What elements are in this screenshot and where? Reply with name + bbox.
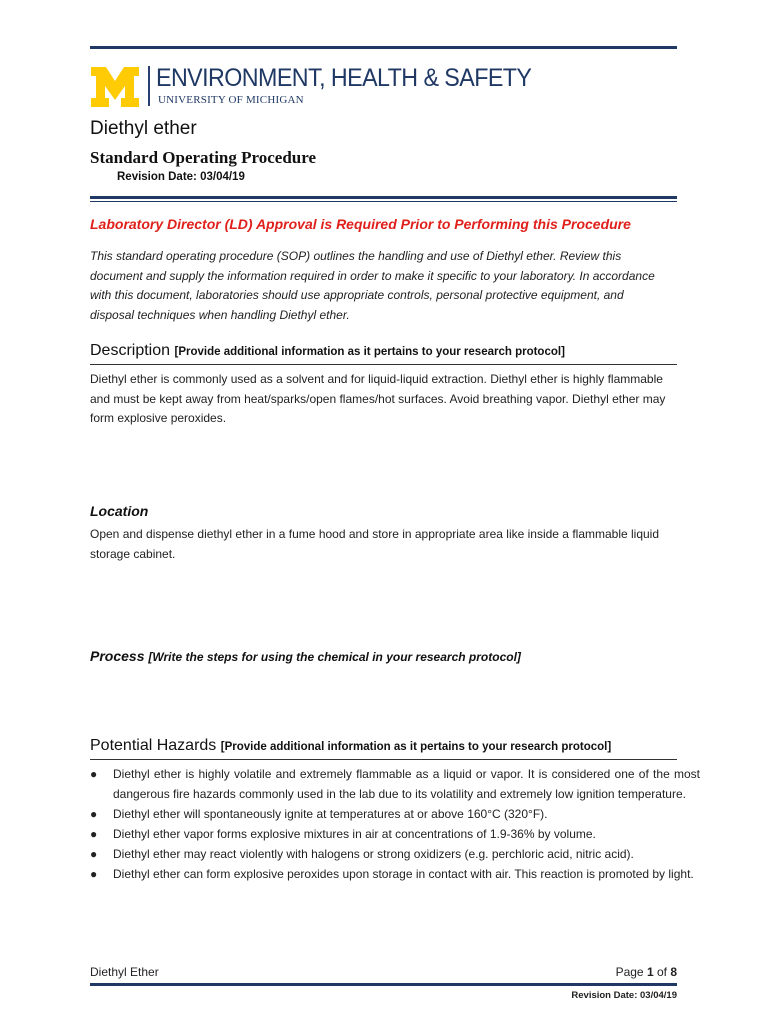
list-item xyxy=(90,764,700,804)
footer-title: Diethyl Ether xyxy=(90,965,159,979)
page-number xyxy=(616,965,677,979)
page-of: of xyxy=(653,965,671,979)
process-heading xyxy=(90,648,521,664)
top-rule xyxy=(90,46,677,49)
bullet-icon: ● xyxy=(90,807,98,821)
hazard-text: Diethyl ether is highly volatile and extremely flammable as a liquid or vapor. It is considered one of the most dangerous fire hazards commonly used in the lab due to its volatility and extremely low ignition temperature. xyxy=(113,767,700,801)
page-prefix: Page xyxy=(615,965,647,979)
description-heading-note: [Provide additional information as it pertains to your research protocol] xyxy=(174,346,565,358)
revision-date: Revision Date: 03/04/19 xyxy=(117,171,245,183)
ehs-logo-subtitle: UNIVERSITY OF MICHIGAN xyxy=(158,94,304,106)
page-current: 1 xyxy=(646,965,654,979)
hazard-text: Diethyl ether vapor forms explosive mixtures in air at concentrations of 1.9-36% by volume. xyxy=(113,827,596,841)
logo-divider xyxy=(148,66,150,106)
bullet-icon: ● xyxy=(90,867,98,881)
approval-notice: Laboratory Director (LD) Approval is Required Prior to Performing this Procedure xyxy=(90,216,631,232)
description-rule xyxy=(90,364,677,365)
university-m-logo xyxy=(90,67,140,107)
description-text: Diethyl ether is commonly used as a solvent and for liquid-liquid extraction. Diethyl ether is highly flammable and must be kept away from heat/sparks/open flames/hot surfaces. Avoid breathing vapor. Diethyl ether may form explosive peroxides. xyxy=(90,372,666,425)
list-item xyxy=(90,864,700,884)
hazards-heading xyxy=(90,737,611,755)
description-heading xyxy=(90,342,565,360)
bullet-icon: ● xyxy=(90,827,98,841)
list-item xyxy=(90,824,700,844)
intro-paragraph: This standard operating procedure (SOP) outlines the handling and use of Diethyl ether. Review this document and supply the information required in order to make it specific to your laboratory. In accordance with this document, laboratories should use appropriate controls, personal protective equipment, and disposal techniques when handling Diethyl ether. xyxy=(90,249,655,322)
hazard-text: Diethyl ether will spontaneously ignite at temperatures at or above 160°C (320°F). xyxy=(113,807,548,821)
document-title: Diethyl ether xyxy=(90,118,197,139)
process-heading-text: Process xyxy=(90,648,145,664)
hazard-text: Diethyl ether may react violently with halogens or strong oxidizers (e.g. perchloric acid, nitric acid). xyxy=(113,847,634,861)
list-item xyxy=(90,804,700,824)
hazards-heading-note: [Provide additional information as it pertains to your research protocol] xyxy=(220,741,612,753)
hazards-heading-text: Potential Hazards xyxy=(90,737,217,754)
ehs-logo-title: ENVIRONMENT, HEALTH & SAFETY xyxy=(156,64,532,92)
location-text: Open and dispense diethyl ether in a fume hood and store in appropriate area like inside a flammable liquid storage cabinet. xyxy=(90,527,660,561)
hazards-list xyxy=(90,764,700,884)
footer-revision-date: Revision Date: 03/04/19 xyxy=(571,990,677,1001)
hazards-rule xyxy=(90,759,677,760)
bullet-icon: ● xyxy=(90,847,98,861)
location-heading: Location xyxy=(90,503,149,519)
footer-rule xyxy=(90,983,677,986)
page-total: 8 xyxy=(670,965,677,979)
description-heading-text: Description xyxy=(90,342,171,359)
header-rule-thick xyxy=(90,196,677,199)
document-subtitle: Standard Operating Procedure xyxy=(90,148,317,167)
process-heading-note: [Write the steps for using the chemical in your research protocol] xyxy=(148,650,521,664)
list-item xyxy=(90,844,700,864)
hazard-text: Diethyl ether can form explosive peroxides upon storage in contact with air. This reaction is promoted by light. xyxy=(113,867,694,881)
header-rule-thin xyxy=(90,201,677,202)
bullet-icon: ● xyxy=(90,767,98,781)
